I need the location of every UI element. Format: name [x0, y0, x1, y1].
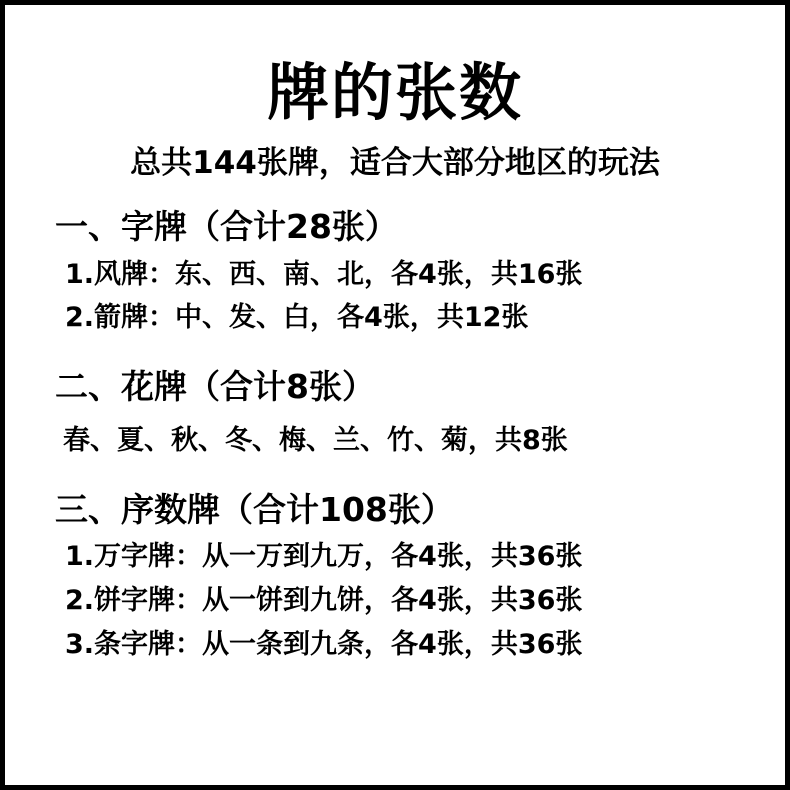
document-subtitle: 总共144张牌，适合大部分地区的玩法 — [130, 145, 660, 182]
section-line: 2.箭牌：中、发、白，各4张，共12张 — [65, 302, 529, 334]
spacer — [49, 351, 741, 365]
section-line: 2.饼字牌：从一饼到九饼，各4张，共36张 — [65, 585, 583, 617]
section-heading: 二、花牌（合计8张） — [55, 367, 375, 407]
section-heading: 一、字牌（合计28张） — [55, 207, 398, 247]
section-heading: 三、序数牌（合计108张） — [55, 489, 454, 529]
section-suit-tiles — [49, 488, 741, 666]
document-content — [5, 57, 785, 678]
section-honor-tiles — [49, 205, 741, 339]
section-flower-tiles — [49, 365, 741, 461]
page-title: 牌的张数 — [266, 56, 523, 129]
section-line: 1.万字牌：从一万到九万，各4张，共36张 — [65, 541, 583, 573]
section-line: 春、夏、秋、冬、梅、兰、竹、菊，共8张 — [63, 424, 568, 456]
section-line: 3.条字牌：从一条到九条，各4张，共36张 — [65, 628, 583, 660]
spacer — [49, 474, 741, 488]
section-line: 1.风牌：东、西、南、北，各4张，共16张 — [65, 258, 583, 290]
